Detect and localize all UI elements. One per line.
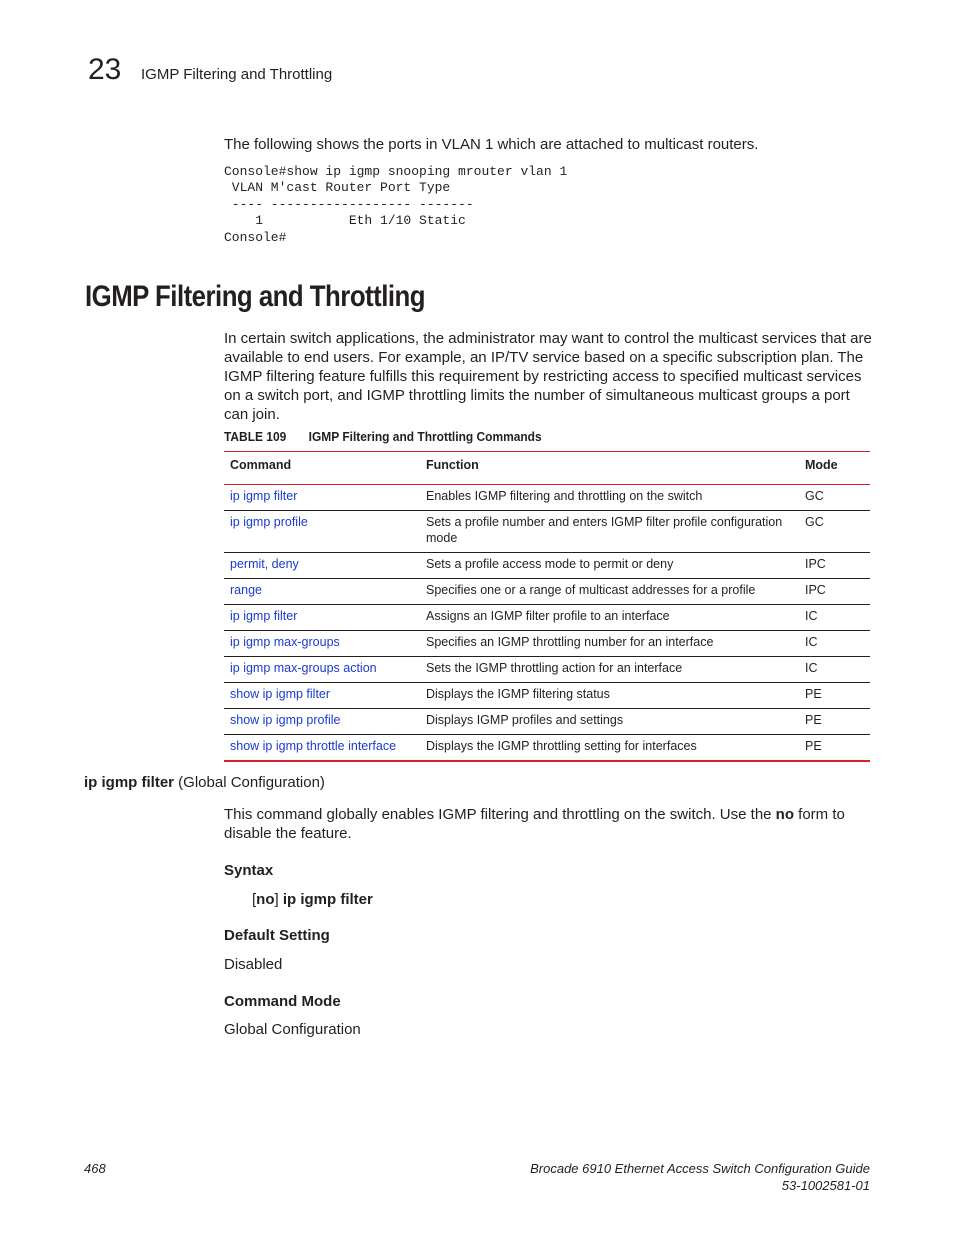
paragraph-line: can join. — [224, 406, 280, 423]
table-row — [224, 631, 870, 657]
mode-cell: IPC — [799, 553, 870, 579]
paragraph-line: IGMP filtering feature fulfills this requirement by restricting access to specified multicast services — [224, 368, 862, 385]
mode-cell: IC — [799, 605, 870, 631]
command-entry-heading — [84, 773, 325, 792]
default-setting-value: Disabled — [224, 956, 283, 973]
running-header-title: IGMP Filtering and Throttling — [141, 66, 333, 83]
function-cell: Sets a profile number and enters IGMP filter profile configuration mode — [420, 511, 799, 553]
function-cell: Sets the IGMP throttling action for an interface — [420, 657, 799, 683]
table-row — [224, 553, 870, 579]
function-cell: Displays the IGMP filtering status — [420, 683, 799, 709]
table-label: TABLE 109 — [224, 429, 287, 444]
command-link[interactable]: show ip igmp profile — [224, 709, 420, 735]
code-line: ---- ------------------ ------- — [224, 196, 474, 212]
paragraph-line: available to end users. For example, an IP/TV service based on a specific subscription plan. The — [224, 349, 864, 366]
section-title: IGMP Filtering and Throttling — [85, 280, 426, 313]
mode-cell: PE — [799, 709, 870, 735]
command-link[interactable]: permit, deny — [224, 553, 420, 579]
function-cell: Displays the IGMP throttling setting for interfaces — [420, 735, 799, 762]
syntax-line — [252, 890, 373, 909]
syntax-no: no — [256, 891, 275, 908]
code-line: 1 Eth 1/10 Static — [224, 213, 466, 229]
default-setting-heading: Default Setting — [224, 927, 330, 944]
section-paragraph — [224, 329, 884, 424]
code-line: VLAN M'cast Router Port Type — [224, 180, 451, 196]
table-row — [224, 605, 870, 631]
column-header-function: Function — [420, 452, 799, 485]
page-number: 468 — [84, 1161, 106, 1176]
mode-cell: PE — [799, 735, 870, 762]
mode-cell: PE — [799, 683, 870, 709]
column-header-mode: Mode — [799, 452, 870, 485]
code-line: Console# — [224, 229, 287, 245]
syntax-bracket: [ — [252, 891, 257, 908]
paragraph-line: In certain switch applications, the administrator may want to control the multicast services that are — [224, 330, 872, 347]
function-cell: Assigns an IGMP filter profile to an interface — [420, 605, 799, 631]
command-entry-name: ip igmp filter — [84, 774, 174, 791]
table-row — [224, 735, 870, 762]
chapter-number: 23 — [88, 53, 122, 86]
table-row — [224, 511, 870, 553]
table-row — [224, 579, 870, 605]
function-cell: Specifies one or a range of multicast addresses for a profile — [420, 579, 799, 605]
commands-table — [224, 451, 870, 762]
code-block — [224, 164, 567, 246]
code-line: Console#show ip igmp snooping mrouter vlan 1 — [224, 164, 568, 179]
command-link[interactable]: ip igmp profile — [224, 511, 420, 553]
table-row — [224, 683, 870, 709]
mode-cell: IC — [799, 657, 870, 683]
function-cell: Displays IGMP profiles and settings — [420, 709, 799, 735]
table-caption — [224, 429, 542, 445]
command-link[interactable]: ip igmp max-groups — [224, 631, 420, 657]
command-link[interactable]: ip igmp max-groups action — [224, 657, 420, 683]
command-link[interactable]: ip igmp filter — [224, 605, 420, 631]
command-link[interactable]: show ip igmp filter — [224, 683, 420, 709]
footer-doc-number: 53-1002581-01 — [781, 1178, 870, 1193]
function-cell: Enables IGMP filtering and throttling on the switch — [420, 485, 799, 511]
syntax-heading: Syntax — [224, 862, 274, 879]
function-cell: Sets a profile access mode to permit or deny — [420, 553, 799, 579]
function-cell: Specifies an IGMP throttling number for an interface — [420, 631, 799, 657]
description-keyword: no — [775, 806, 794, 823]
column-header-command: Command — [224, 452, 420, 485]
mode-cell: IC — [799, 631, 870, 657]
syntax-bracket: ] — [274, 891, 283, 908]
description-text: disable the feature. — [224, 825, 352, 842]
description-text: form to — [794, 806, 845, 823]
mode-cell: GC — [799, 485, 870, 511]
intro-text: The following shows the ports in VLAN 1 which are attached to multicast routers. — [224, 136, 759, 153]
table-row — [224, 485, 870, 511]
command-mode-heading: Command Mode — [224, 993, 341, 1010]
table-header-row — [224, 452, 870, 485]
command-entry-context: (Global Configuration) — [178, 774, 325, 791]
command-mode-value: Global Configuration — [224, 1021, 361, 1038]
mode-cell: GC — [799, 511, 870, 553]
command-link[interactable]: ip igmp filter — [224, 485, 420, 511]
syntax-command: ip igmp filter — [282, 891, 373, 908]
command-link[interactable]: show ip igmp throttle interface — [224, 735, 420, 762]
command-description — [224, 805, 864, 843]
table-row — [224, 657, 870, 683]
footer-doc-title: Brocade 6910 Ethernet Access Switch Configuration Guide — [530, 1161, 870, 1176]
command-link[interactable]: range — [224, 579, 420, 605]
description-text: This command globally enables IGMP filtering and throttling on the switch. Use the — [224, 806, 776, 823]
table-title: IGMP Filtering and Throttling Commands — [308, 429, 542, 444]
mode-cell: IPC — [799, 579, 870, 605]
table-row — [224, 709, 870, 735]
paragraph-line: on a switch port, and IGMP throttling limits the number of simultaneous multicast groups a port — [224, 387, 850, 404]
